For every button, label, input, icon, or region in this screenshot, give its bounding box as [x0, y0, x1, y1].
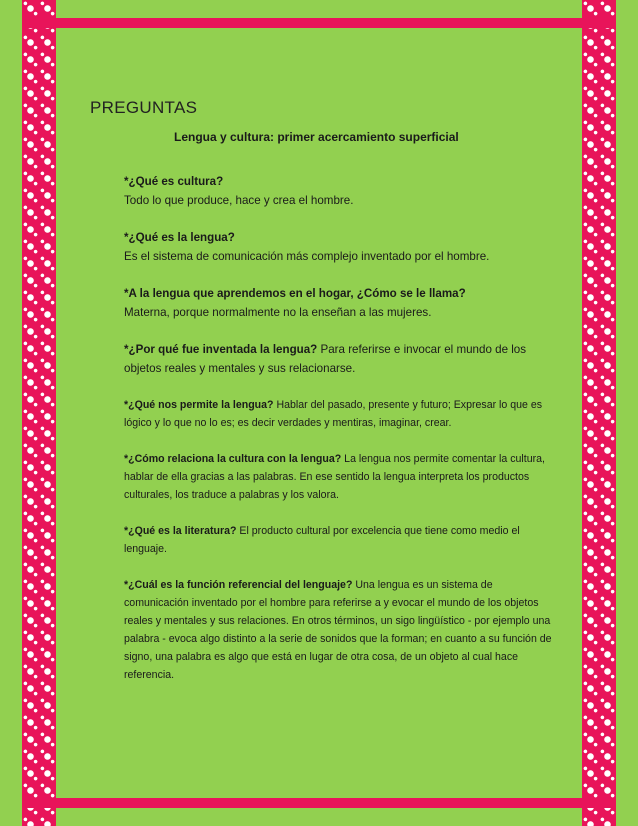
answer: Es el sistema de comunicación más complejo inventado por el hombre.	[124, 250, 490, 263]
qa-item	[124, 396, 560, 432]
answer: Una lengua es un sistema de comunicación inventado por el hombre para referirse a y evocar el mundo de los objetos reales y mentales y sus relaciones. En otros términos, un sigo lingüístico - por ejemplo una palabra - evoca algo distinto a la serie de sonidos que la forman; en cuanto a su función de signo, una palabra es algo que está en lugar de otra cosa, de un objeto al cual hace referencia.	[124, 579, 552, 681]
answer: Materna, porque normalmente no la enseñan a las mujeres.	[124, 306, 432, 319]
question: *¿Qué es la literatura?	[124, 525, 240, 537]
question: *¿Por qué fue inventada la lengua?	[124, 343, 321, 356]
question: *¿Qué nos permite la lengua?	[124, 399, 277, 411]
answer: Todo lo que produce, hace y crea el hombre.	[124, 194, 354, 207]
answer: La lengua nos permite comentar la cultura, hablar de ella gracias a las palabras. En ese sentido la lengua interpreta los productos culturales, los traduce a palabras y los valora.	[124, 453, 545, 501]
question: *¿Cómo relaciona la cultura con la lengua?	[124, 453, 345, 465]
decorative-border-bottom	[22, 798, 616, 808]
answer: Para referirse e invocar el mundo de los objetos reales y mentales y sus relacionarse.	[124, 343, 527, 375]
question: *¿Qué es cultura?	[124, 175, 224, 188]
qa-item	[124, 522, 560, 558]
decorative-border-top	[22, 18, 616, 28]
qa-item	[124, 340, 560, 378]
question: *A la lengua que aprendemos en el hogar, ¿Cómo se le llama?	[124, 287, 466, 300]
qa-item	[124, 228, 560, 266]
answer: Hablar del pasado, presente y futuro; Expresar lo que es lógico y lo que no lo es; es decir verdades y mentiras, imaginar, crear.	[124, 399, 543, 429]
document-content	[90, 98, 560, 702]
page-subtitle: Lengua y cultura: primer acercamiento superficial	[174, 130, 459, 144]
question: *¿Cuál es la función referencial del lenguaje?	[124, 579, 356, 591]
question: *¿Qué es la lengua?	[124, 231, 235, 244]
decorative-border-right	[582, 0, 616, 826]
qa-item	[124, 284, 560, 322]
qa-item	[124, 450, 560, 504]
qa-item	[124, 172, 560, 210]
qa-item	[124, 576, 560, 684]
answer: El producto cultural por excelencia que tiene como medio el lenguaje.	[124, 525, 520, 555]
decorative-border-left	[22, 0, 56, 826]
page-title: PREGUNTAS	[90, 98, 198, 117]
